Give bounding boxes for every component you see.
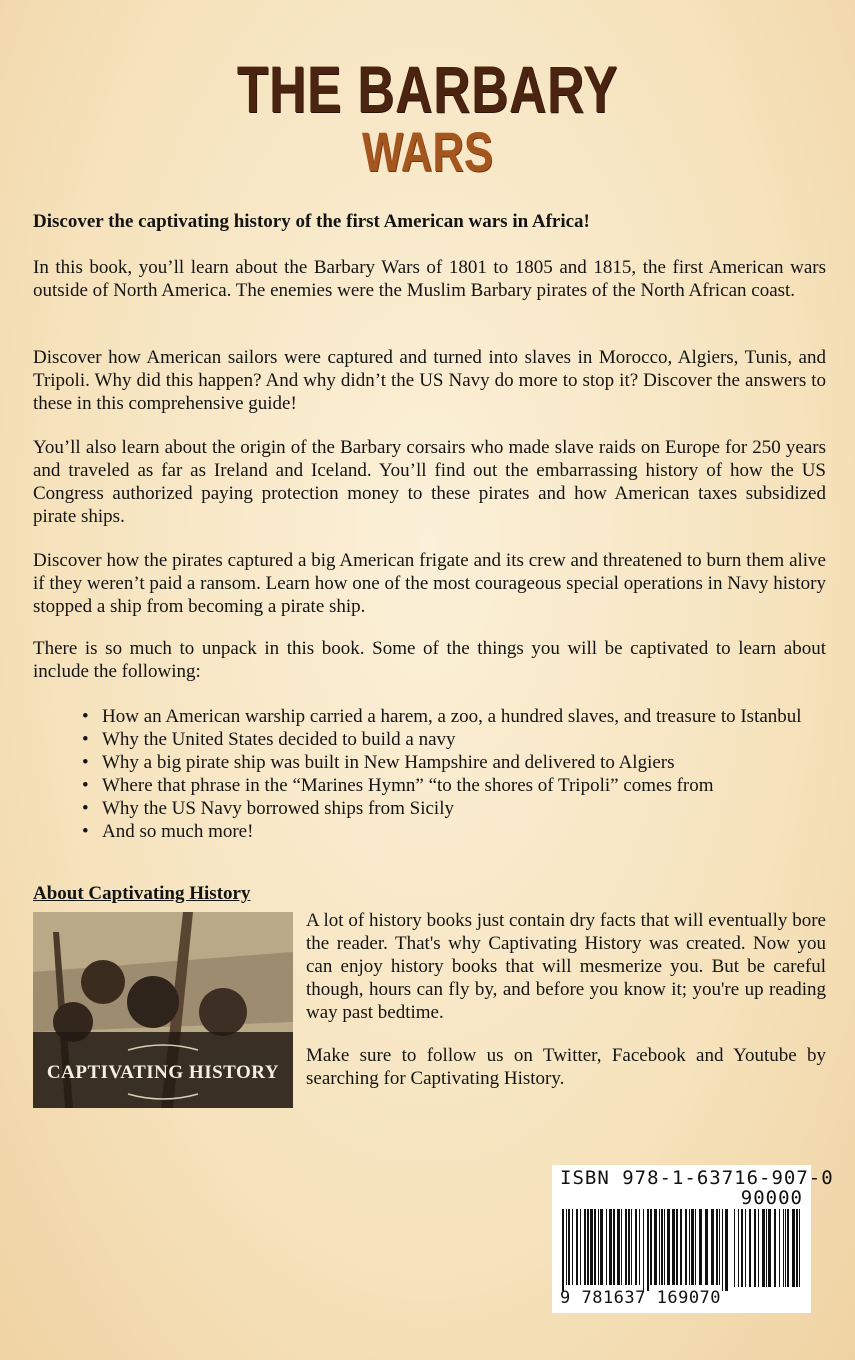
ean-digits: 9 781637 169070 <box>560 1288 722 1308</box>
list-item: • Why the US Navy borrowed ships from Sicily <box>102 797 822 820</box>
feature-list <box>80 705 822 843</box>
list-item: • Why the United States decided to build a navy <box>102 728 822 751</box>
list-item: • Where that phrase in the “Marines Hymn” “to the shores of Tripoli” comes from <box>102 774 822 797</box>
list-item: • Why a big pirate ship was built in New Hampshire and delivered to Algiers <box>102 751 822 774</box>
about-heading: About Captivating History <box>33 883 251 904</box>
body-paragraph-3: You’ll also learn about the origin of the Barbary corsairs who made slave raids on Europe for 250 years and traveled as far as Ireland and Iceland. You’ll find out the embarrassing history of how the US Congress authorized paying protection money to these pirates and how American taxes subsidized pirate ships. <box>33 437 826 527</box>
body-paragraph-5: There is so much to unpack in this book. Some of the things you will be captivated to learn about include the following: <box>33 638 826 682</box>
body-paragraph-2: Discover how American sailors were captured and turned into slaves in Morocco, Algiers, Tunis, and Tripoli. Why did this happen? And why didn’t the US Navy do more to stop it? Discover the answers to these in this comprehensive guide! <box>33 347 826 414</box>
body-paragraph-4: Discover how the pirates captured a big American frigate and its crew and threatened to burn them alive if they weren’t paid a ransom. Learn how one of the most courageous special operations in Navy history stopped a ship from becoming a pirate ship. <box>33 550 826 617</box>
isbn-number: ISBN 978-1-63716-907-0 <box>560 1167 834 1189</box>
list-item: • How an American warship carried a harem, a zoo, a hundred slaves, and treasure to Istanbul <box>102 705 822 728</box>
book-title-line2: WARS <box>361 120 494 183</box>
body-paragraph-1: In this book, you’ll learn about the Barbary Wars of 1801 to 1805 and 1815, the first American wars outside of North America. The enemies were the Muslim Barbary pirates of the North African coast. <box>33 257 826 301</box>
brand-label: CAPTIVATING HISTORY <box>46 1062 280 1083</box>
captivating-history-logo-image <box>33 912 293 1108</box>
isbn-barcode <box>552 1165 834 1313</box>
about-paragraph-2: Make sure to follow us on Twitter, Facebook and Youtube by searching for Captivating History. <box>306 1045 826 1089</box>
about-paragraph-1: A lot of history books just contain dry facts that will eventually bore the reader. That's why Captivating History was created. Now you can enjoy history books that will mesmerize you. But be careful though, hours can fly by, and before you know it; you're up reading way past bedtime. <box>306 910 826 1023</box>
lead-sentence: Discover the captivating history of the first American wars in Africa! <box>33 211 590 232</box>
book-title-line1: THE BARBARY <box>236 52 619 126</box>
list-item: • And so much more! <box>102 820 822 843</box>
price-code: 90000 <box>740 1187 803 1209</box>
